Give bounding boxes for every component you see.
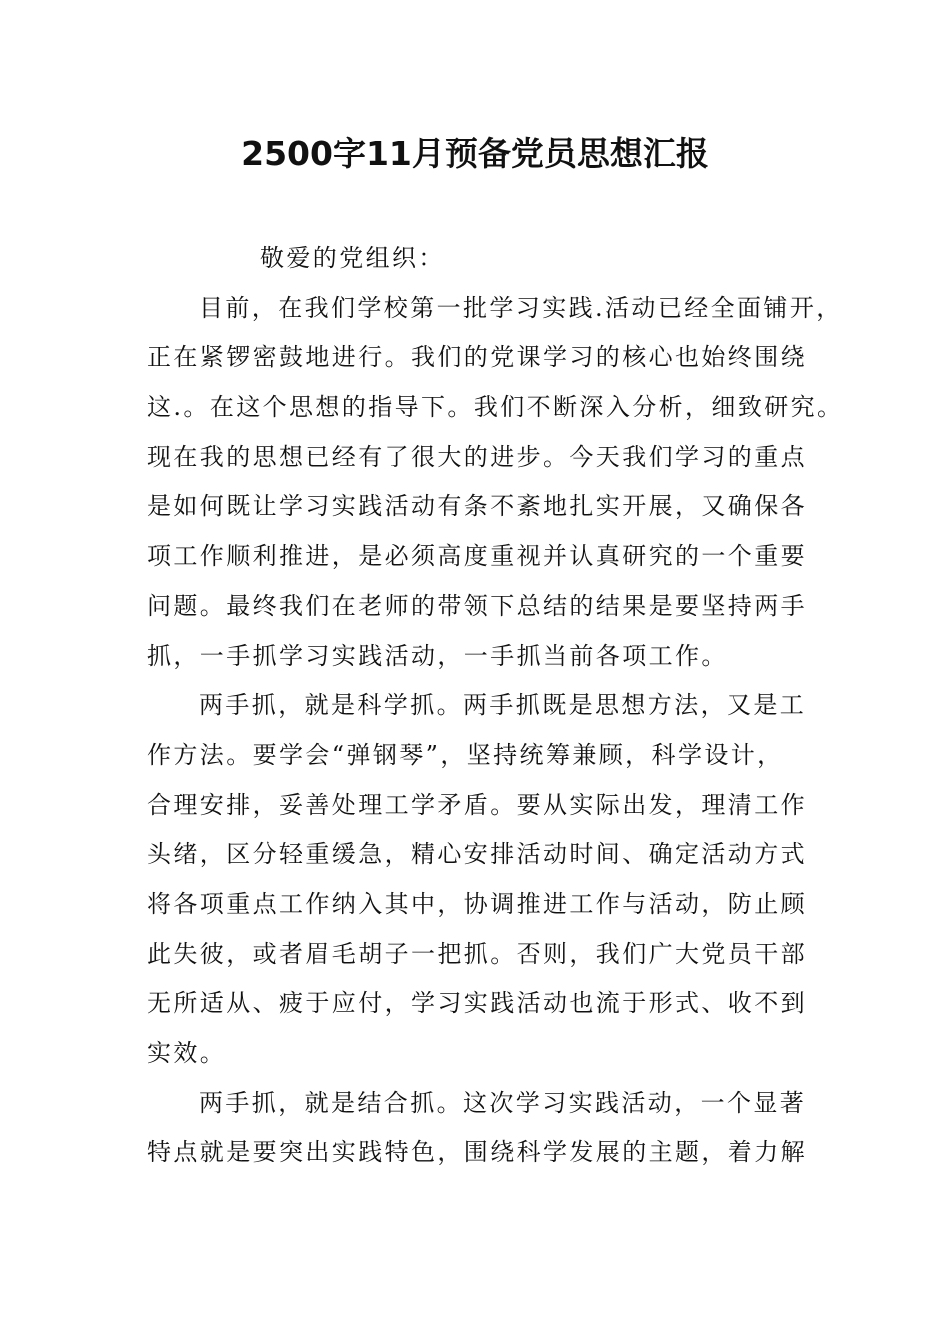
text-line: 是如何既让学习实践活动有条不紊地扎实开展，又确保各: [147, 492, 807, 521]
salutation: 敬爱的党组织：: [260, 244, 445, 272]
text-line: 两手抓，就是结合抓。这次学习实践活动，一个显著: [199, 1088, 807, 1117]
text-line: 将各项重点工作纳入其中，协调推进工作与活动，防止顾: [147, 889, 807, 918]
text-line: 此失彼，或者眉毛胡子一把抓。否则，我们广大党员干部: [147, 939, 807, 968]
text-line: 项工作顺利推进，是必须高度重视并认真研究的一个重要: [147, 542, 807, 571]
document-title: 2500字11月预备党员思想汇报: [241, 134, 709, 173]
text-line: 正在紧锣密鼓地进行。我们的党课学习的核心也始终围绕: [147, 343, 807, 372]
text-line: 特点就是要突出实践特色，围绕科学发展的主题，着力解: [147, 1138, 807, 1167]
text-line: 作方法。要学会“弹钢琴”，坚持统筹兼顾，科学设计，: [147, 740, 784, 769]
text-line: 问题。最终我们在老师的带领下总结的结果是要坚持两手: [147, 591, 807, 620]
text-line: 现在我的思想已经有了很大的进步。今天我们学习的重点: [147, 442, 807, 471]
text-line: 目前，在我们学校第一批学习实践.活动已经全面铺开，: [199, 293, 843, 322]
text-line: 抓，一手抓学习实践活动，一手抓当前各项工作。: [147, 641, 728, 670]
text-line: 两手抓，就是科学抓。两手抓既是思想方法，又是工: [199, 691, 807, 720]
text-line: 无所适从、疲于应付，学习实践活动也流于形式、收不到: [147, 989, 807, 1018]
text-line: 实效。: [147, 1039, 227, 1067]
paragraph-lines: [147, 284, 844, 1178]
text-line: 合理安排，妥善处理工学矛盾。要从实际出发，理清工作: [147, 790, 807, 819]
document-body: [147, 234, 844, 1178]
text-line: 头绪，区分轻重缓急，精心安排活动时间、确定活动方式: [147, 840, 807, 869]
text-line: 这.。在这个思想的指导下。我们不断深入分析，细致研究。: [147, 393, 844, 422]
